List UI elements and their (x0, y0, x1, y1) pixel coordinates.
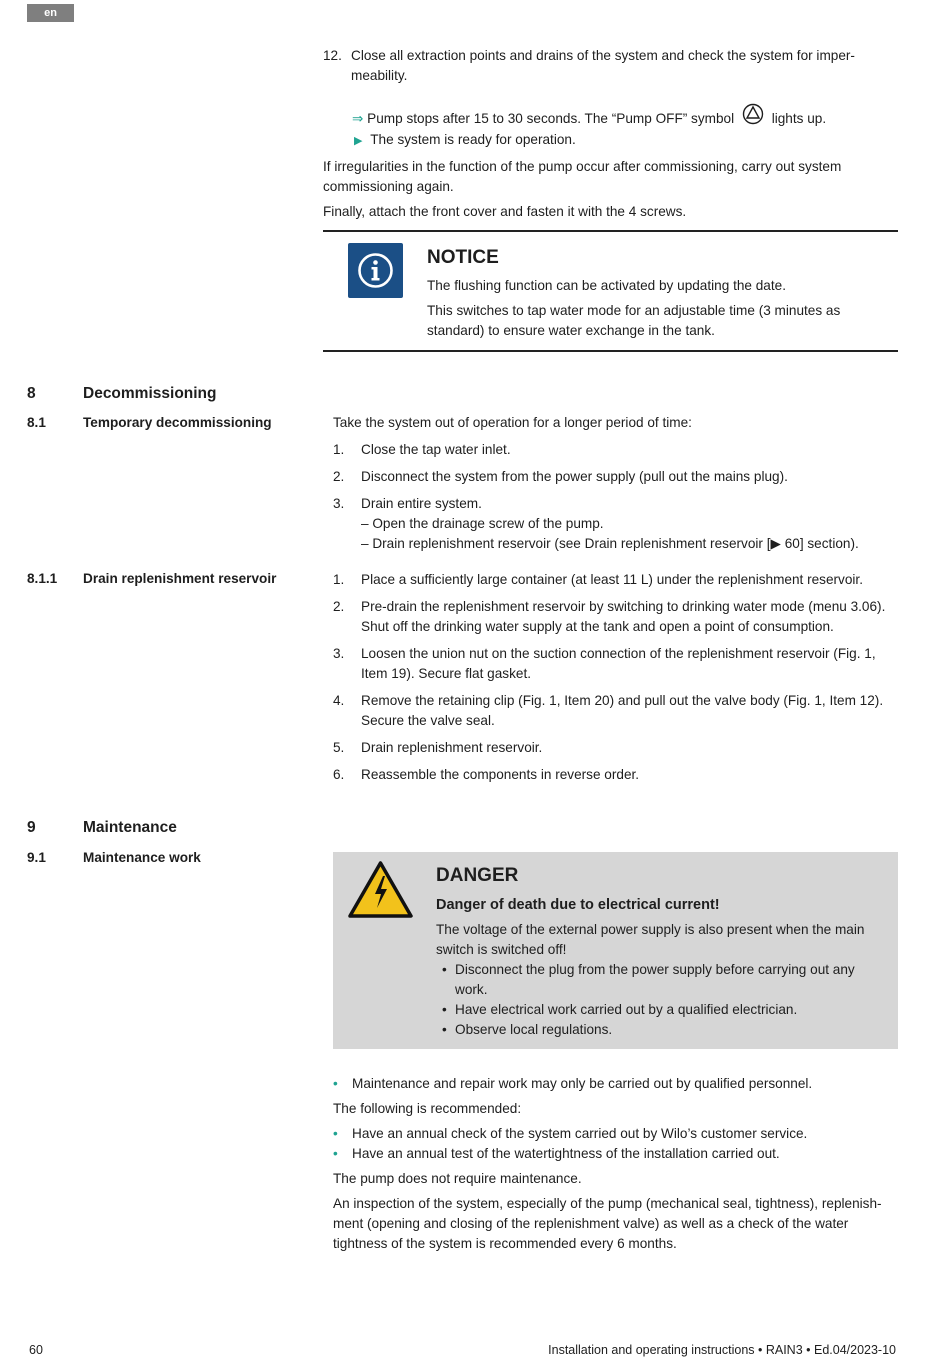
item-number: 1. (333, 442, 345, 457)
item-number: 6. (333, 767, 345, 782)
inspection-paragraph: An inspection of the system, especially of the pump (mechanical seal, tightness), replenish-ment (opening and closing of the replenishment valve) as well as a check of the water tightness of the system is recommended every 6 months. (333, 1196, 882, 1251)
notice-line-1: The flushing function can be activated by updating the date. (427, 278, 786, 293)
item-text: Place a sufficiently large container (at least 11 L) under the replenishment reservoir. (361, 572, 863, 587)
section-8-1-1-number: 8.1.1 (27, 571, 58, 586)
list-item (333, 440, 893, 460)
info-icon (348, 243, 403, 298)
section-9-number: 9 (27, 819, 36, 836)
section-8-1-number: 8.1 (27, 415, 46, 430)
item-text: Drain entire system. (361, 496, 482, 511)
section-8-title: Decommissioning (83, 385, 217, 402)
item-number: 3. (333, 646, 345, 661)
item-text: Disconnect the system from the power supply (pull out the mains plug). (361, 469, 788, 484)
bullet-text: Have electrical work carried out by a qualified electrician. (455, 1002, 798, 1017)
bullet-text: Have an annual check of the system carried out by Wilo’s customer service. (352, 1126, 808, 1141)
step-12 (323, 46, 883, 86)
section-8-number: 8 (27, 385, 36, 402)
bullet-icon: • (442, 1022, 447, 1037)
decommissioning-steps (333, 440, 893, 561)
bullet-text: Disconnect the plug from the power supply before carrying out any work. (455, 962, 855, 997)
bullet-icon: • (333, 1076, 338, 1091)
bullet-icon: • (333, 1126, 338, 1141)
item-text: Reassemble the components in reverse order. (361, 767, 640, 782)
recommended-label: The following is recommended: (333, 1101, 522, 1116)
item-number: 1. (333, 572, 345, 587)
maintenance-bullet (333, 1124, 898, 1144)
list-item (333, 644, 898, 684)
notice-title: NOTICE (427, 247, 499, 268)
list-item (333, 570, 898, 590)
bullet-icon: • (333, 1146, 338, 1161)
section-9-1-number: 9.1 (27, 850, 46, 865)
document-title: Installation and operating instructions • RAIN3 • Ed.04/2023-10 (548, 1343, 896, 1357)
notice-line-2: This switches to tap water mode for an adjustable time (3 minutes as standard) to ensure water exchange in the tank. (427, 303, 841, 338)
section-8-1-1-title: Drain replenishment reservoir (83, 571, 277, 586)
front-cover-paragraph: Finally, attach the front cover and fasten it with the 4 screws. (323, 204, 687, 219)
no-maintenance-paragraph: The pump does not require maintenance. (333, 1171, 582, 1186)
page-number: 60 (29, 1343, 43, 1357)
step-result (352, 103, 872, 129)
section-9-1-title: Maintenance work (83, 850, 201, 865)
item-number: 4. (333, 693, 345, 708)
item-number: 2. (333, 469, 345, 484)
language-tab: en (27, 4, 74, 22)
bullet-icon: • (442, 1002, 447, 1017)
section-8-1-title: Temporary decommissioning (83, 415, 272, 430)
commissioning-paragraph: If irregularities in the function of the pump occur after commissioning, carry out system commissioning again. (323, 159, 842, 194)
electrical-hazard-icon (347, 860, 414, 920)
result-text-end: lights up. (771, 111, 827, 126)
item-text: Drain replenishment reservoir. (361, 740, 543, 755)
list-item (333, 494, 893, 554)
maintenance-bullet (333, 1144, 898, 1164)
list-item (333, 467, 893, 487)
item-number: 5. (333, 740, 345, 755)
danger-bullet (436, 1020, 886, 1040)
ready-text: The system is ready for operation. (370, 132, 576, 147)
step-text: Close all extraction points and drains of the system and check the system for imper-meability. (351, 48, 855, 83)
sub-item: – Open the drainage screw of the pump. (361, 516, 604, 531)
item-number: 2. (333, 599, 345, 614)
section-9-title: Maintenance (83, 819, 177, 836)
item-text: Remove the retaining clip (Fig. 1, Item 20) and pull out the valve body (Fig. 1, Item 12). Secure the valve seal. (361, 693, 884, 728)
drain-steps (333, 570, 898, 792)
danger-text: The voltage of the external power supply is also present when the main switch is switched off! (436, 922, 865, 957)
item-text: Loosen the union nut on the suction connection of the replenishment reservoir (Fig. 1, Item 19). Secure flat gasket. (361, 646, 876, 681)
bullet-icon: • (442, 962, 447, 977)
danger-bullet (436, 960, 886, 1000)
decommissioning-intro: Take the system out of operation for a longer period of time: (333, 415, 692, 430)
sub-item-link[interactable]: – Drain replenishment reservoir (see Drain replenishment reservoir [▶ 60] section). (361, 536, 859, 551)
danger-box (333, 852, 898, 1049)
notice-box (323, 230, 898, 352)
bullet-text: Have an annual test of the watertightness of the installation carried out. (352, 1146, 780, 1161)
step-number: 12. (323, 48, 342, 63)
danger-subtitle: Danger of death due to electrical current! (436, 897, 720, 913)
list-item (333, 597, 898, 637)
pump-off-icon (742, 103, 764, 125)
item-text: Pre-drain the replenishment reservoir by switching to drinking water mode (menu 3.06). Shut off the drinking water supply at the tank and open a point of consumption. (361, 599, 886, 634)
bullet-text: Maintenance and repair work may only be carried out by qualified personnel. (352, 1076, 813, 1091)
result-triangle-icon: ▶ (354, 135, 363, 147)
danger-bullet (436, 1000, 886, 1020)
maintenance-bullet (333, 1074, 898, 1094)
result-text: Pump stops after 15 to 30 seconds. The “Pump OFF” symbol (367, 111, 735, 126)
maintenance-content (333, 1074, 898, 1254)
danger-title: DANGER (436, 865, 519, 886)
item-number: 3. (333, 496, 345, 511)
ready-line (354, 130, 576, 151)
danger-text-block (436, 920, 886, 1040)
list-item (333, 738, 898, 758)
result-arrow-icon: ⇒ (352, 111, 364, 126)
list-item (333, 765, 898, 785)
item-text: Close the tap water inlet. (361, 442, 511, 457)
list-item (333, 691, 898, 731)
bullet-text: Observe local regulations. (455, 1022, 613, 1037)
notice-text (427, 276, 887, 341)
